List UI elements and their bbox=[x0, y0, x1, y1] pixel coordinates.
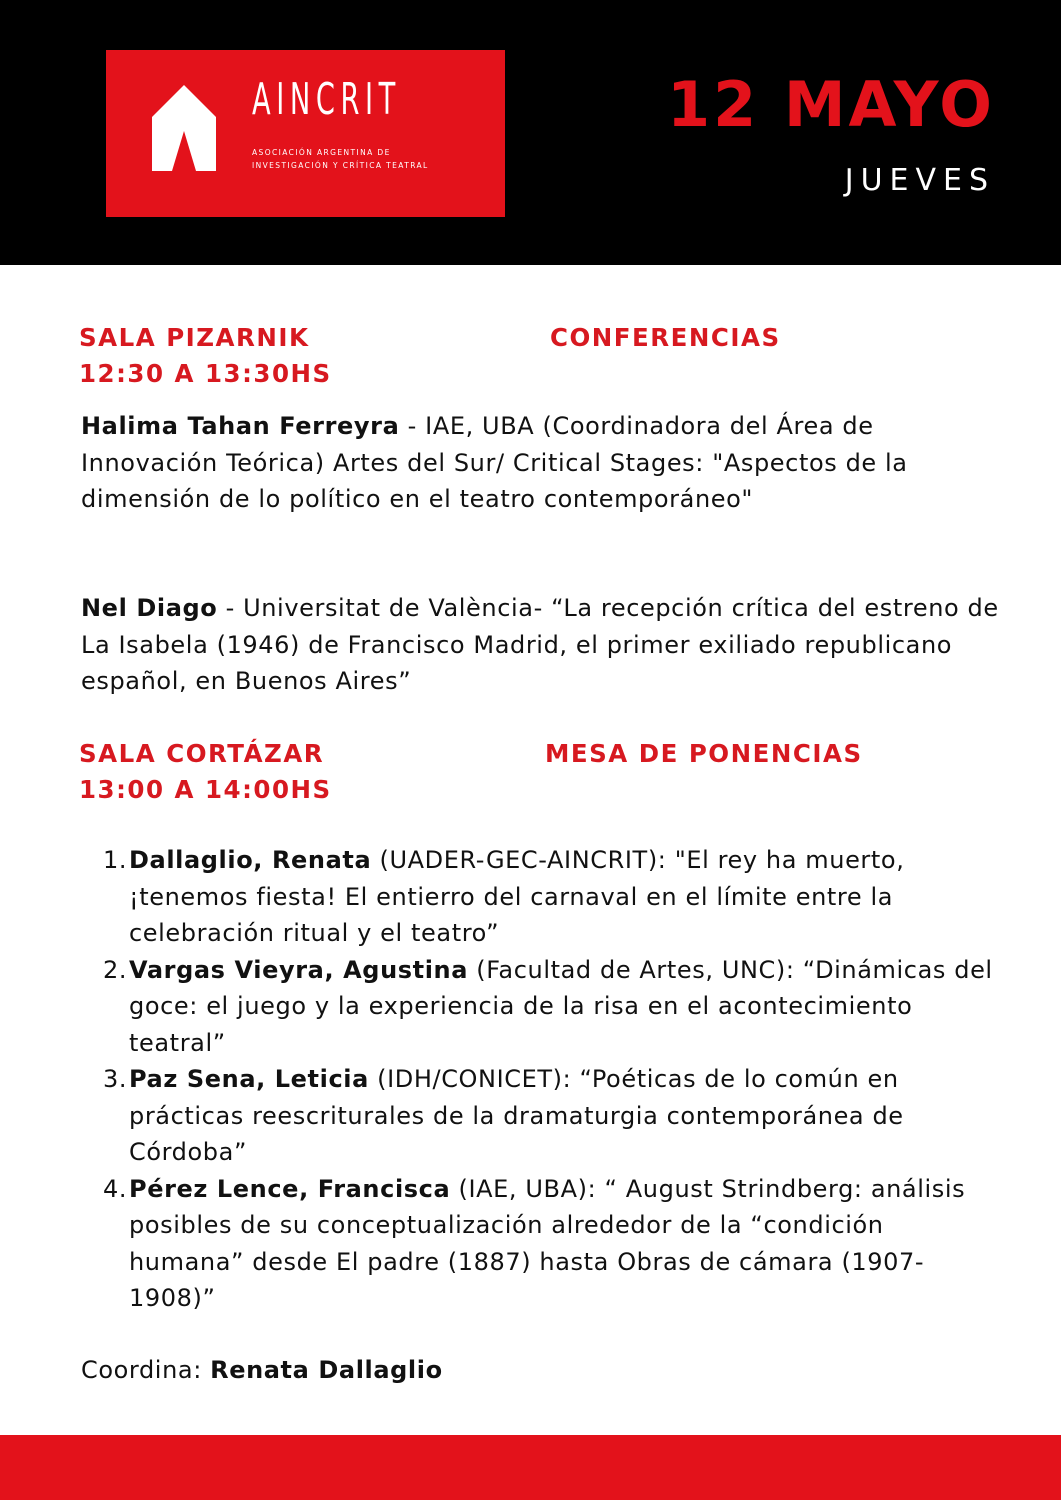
paper-details: (IDH/CONICET): “Poéticas de lo común en prácticas reescriturales de la dramaturgia contemporánea de Córdoba” bbox=[129, 1065, 904, 1166]
section2-type: MESA DE PONENCIAS bbox=[545, 739, 863, 768]
paper-details: (Facultad de Artes, UNC): “Dinámicas del goce: el juego y la experiencia de la risa en el acontecimiento teatral” bbox=[129, 955, 993, 1057]
list-item bbox=[81, 952, 996, 1062]
event-weekday: JUEVES bbox=[844, 163, 995, 198]
coordinator-label: Coordina: bbox=[81, 1356, 211, 1384]
talk-2-details: - Universitat de València- “La recepción crítica del estreno de La Isabela (1946) de Francisco Madrid, el primer exiliado republicano español, en Buenos Aires” bbox=[81, 594, 999, 695]
item-number: 1. bbox=[103, 846, 128, 874]
talk-1-speaker: Halima Tahan Ferreyra bbox=[81, 412, 400, 440]
coordinator-name: Renata Dallaglio bbox=[210, 1356, 443, 1384]
paper-author: Paz Sena, Leticia bbox=[129, 1065, 369, 1093]
section2-time: 13:00 A 14:00HS bbox=[79, 775, 332, 804]
papers-list bbox=[81, 842, 996, 1317]
talk-2 bbox=[81, 590, 1001, 700]
paper-author: Pérez Lence, Francisca bbox=[129, 1174, 451, 1203]
section1-type: CONFERENCIAS bbox=[550, 323, 781, 352]
item-number: 2. bbox=[103, 955, 128, 984]
section1-room: SALA PIZARNIK bbox=[79, 323, 310, 352]
item-number: 3. bbox=[103, 1065, 128, 1093]
talk-1 bbox=[81, 408, 1001, 518]
talk-2-speaker: Nel Diago bbox=[81, 594, 218, 622]
paper-author: Dallaglio, Renata bbox=[129, 846, 372, 874]
section1-time: 12:30 A 13:30HS bbox=[79, 359, 332, 388]
paper-author: Vargas Vieyra, Agustina bbox=[129, 955, 469, 984]
logo-subtitle: ASOCIACIÓN ARGENTINA DE INVESTIGACIÓN Y CRÍTICA TEATRAL bbox=[252, 148, 429, 170]
item-number: 4. bbox=[103, 1174, 128, 1203]
list-item bbox=[81, 1171, 996, 1317]
footer-band bbox=[0, 1435, 1061, 1500]
section2-room: SALA CORTÁZAR bbox=[79, 739, 325, 768]
list-item bbox=[81, 842, 996, 952]
aincrit-logo bbox=[106, 50, 505, 217]
paper-details: (UADER-GEC-AINCRIT): "El rey ha muerto, ¡tenemos fiesta! El entierro del carnaval en el límite entre la celebración ritual y el teatro” bbox=[129, 846, 905, 947]
event-date: 12 MAYO bbox=[666, 68, 995, 141]
coordinator bbox=[81, 1352, 1001, 1389]
header-band bbox=[0, 0, 1061, 265]
talk-1-details: - IAE, UBA (Coordinadora del Área de Innovación Teórica) Artes del Sur/ Critical Stages: "Aspectos de la dimensión de lo político en el teatro contemporáneo" bbox=[81, 412, 908, 513]
list-item bbox=[81, 1061, 996, 1171]
tent-icon bbox=[144, 85, 224, 173]
logo-name: AINCRIT bbox=[252, 74, 401, 125]
paper-details: (IAE, UBA): “ August Strindberg: análisis posibles de su conceptualización alrededor de la “condición humana” desde El padre (1887) hasta Obras de cámara (1907-1908)” bbox=[129, 1174, 966, 1312]
